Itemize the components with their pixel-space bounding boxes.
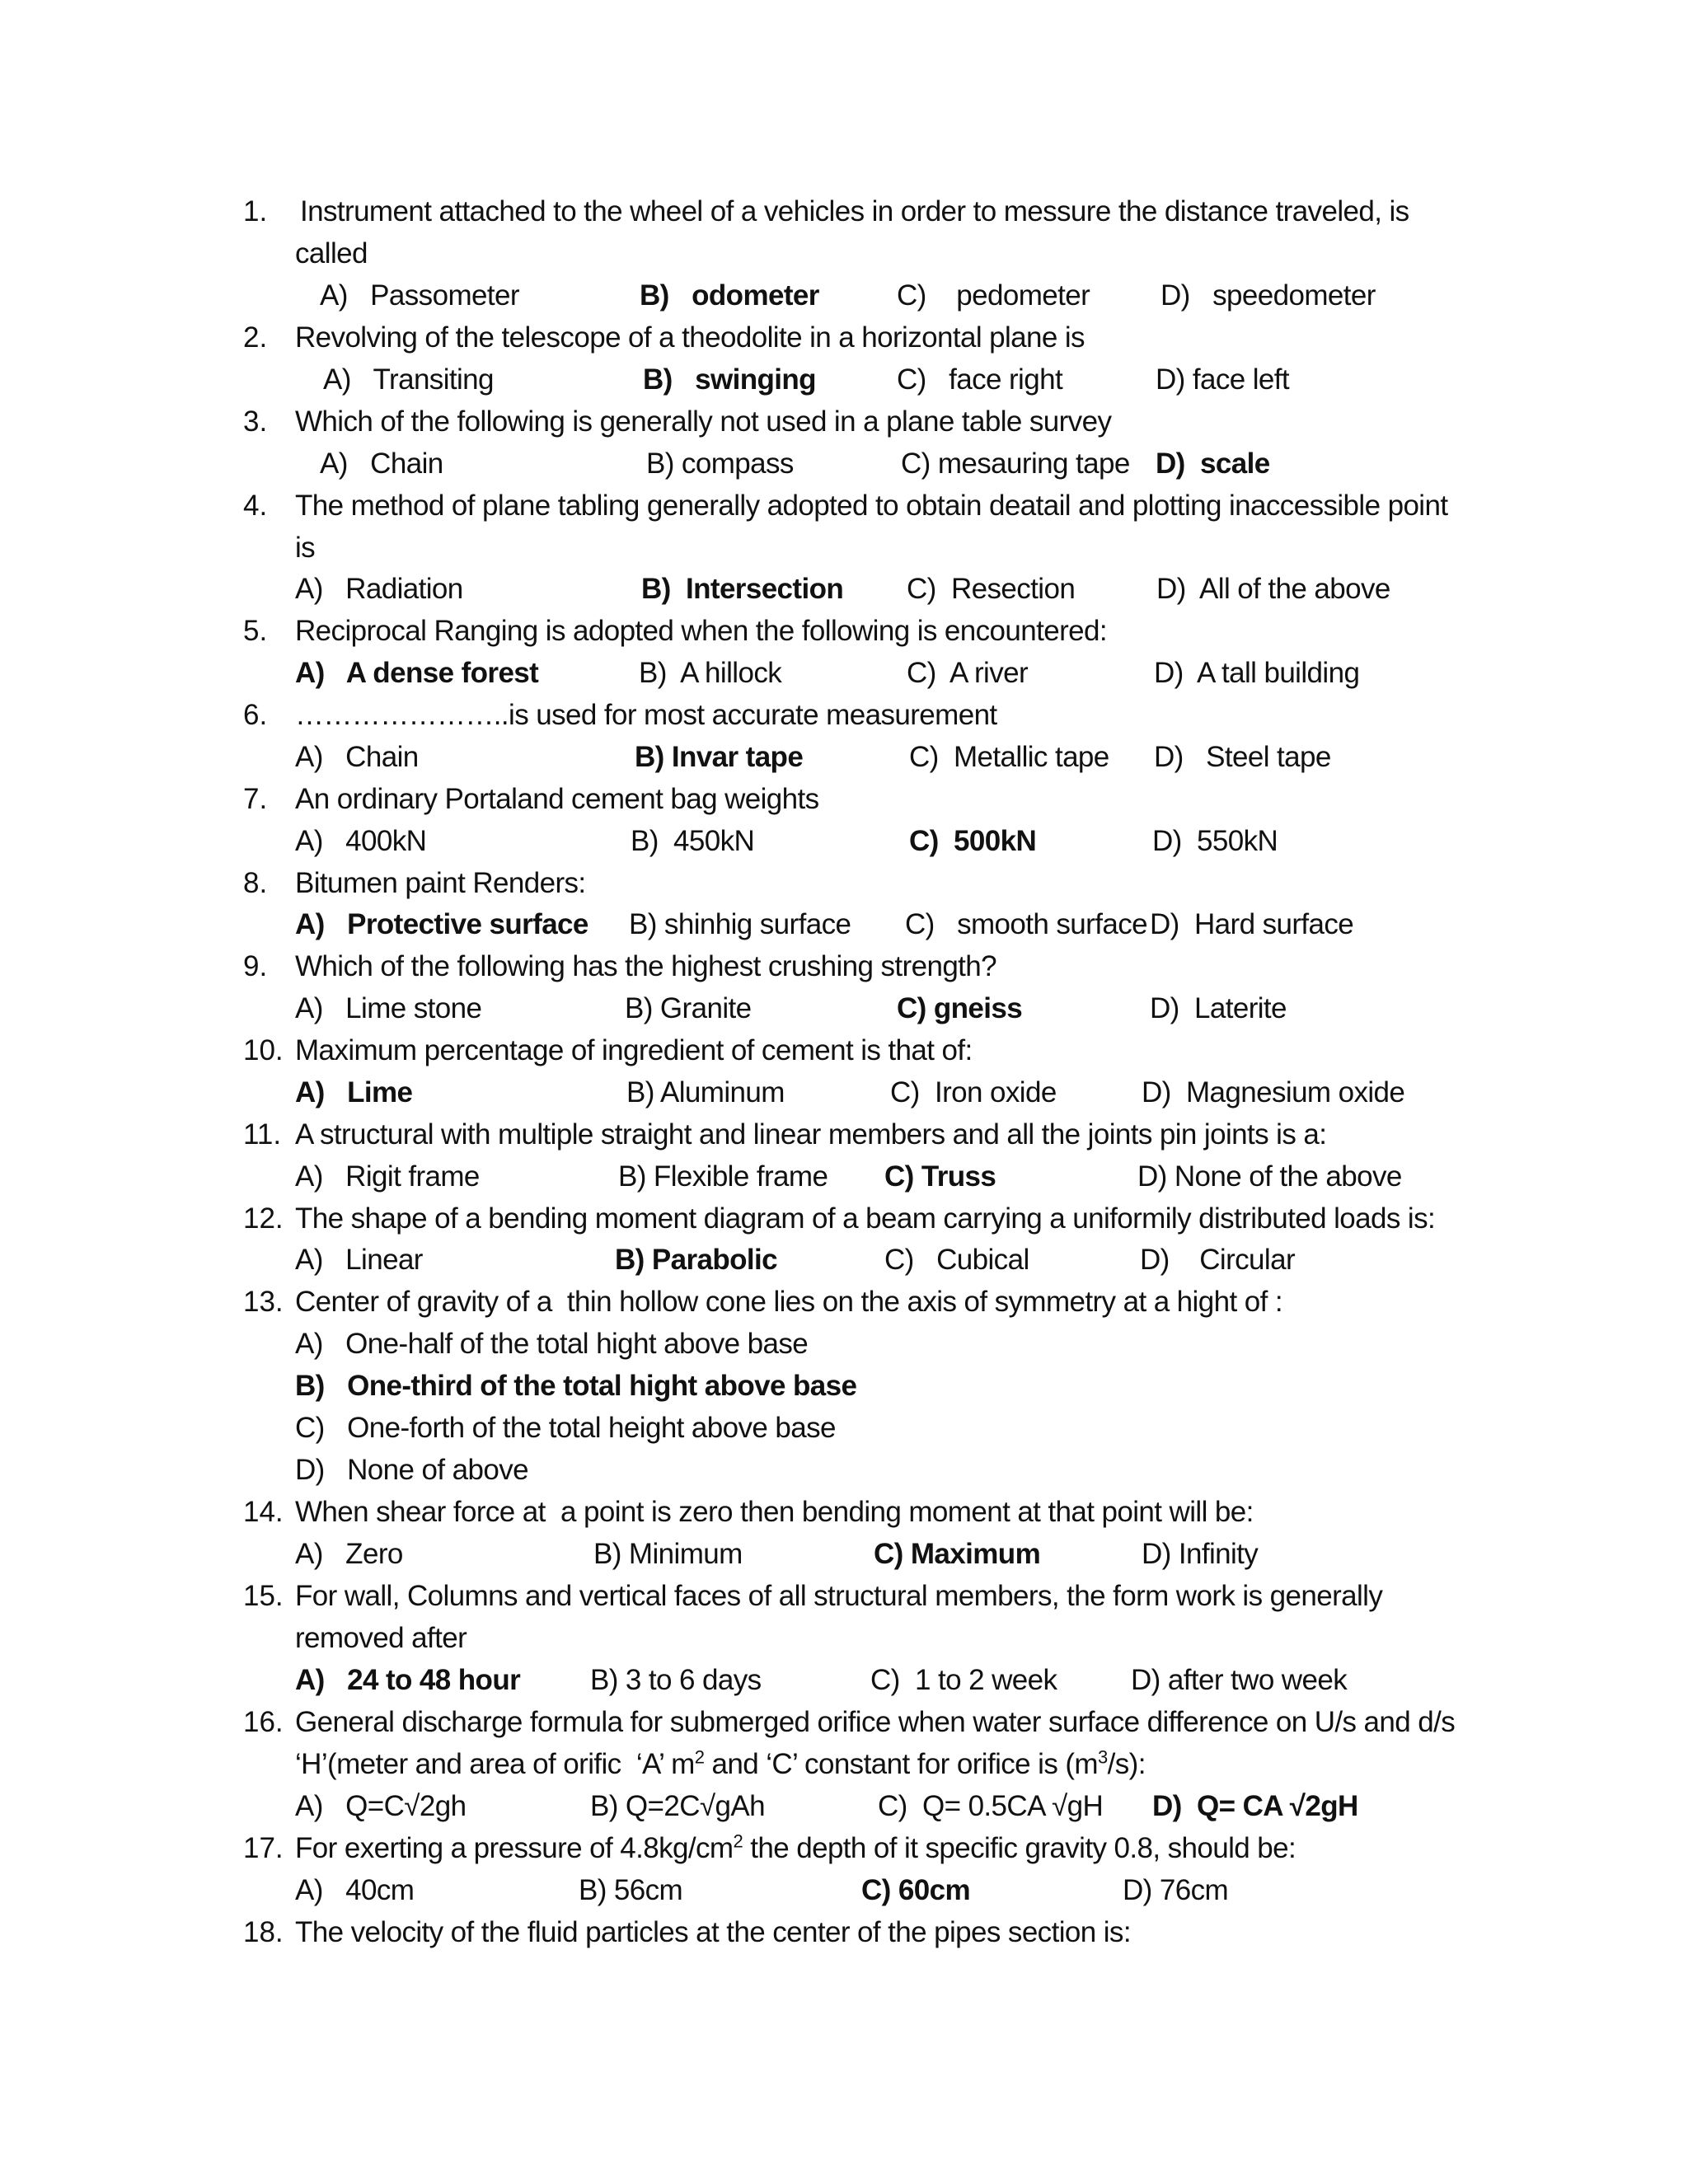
answer-option: A) Lime stone (295, 992, 482, 1024)
answer-option: B) Aluminum (626, 1076, 785, 1108)
answer-option: C) mesauring tape (901, 448, 1130, 480)
question-number: 18. (243, 1916, 284, 1948)
question-number: 8. (243, 867, 268, 899)
answer-option: C) gneiss (897, 992, 1023, 1024)
answer-option: B) Flexible frame (618, 1160, 828, 1193)
answer-option: B) Parabolic (615, 1244, 778, 1276)
answer-option: C) Maximum (874, 1538, 1041, 1570)
question-text: Reciprocal Ranging is adopted when the following is encountered: (295, 615, 1108, 647)
answer-option: A) Lime (295, 1076, 413, 1108)
answer-option: D) Steel tape (1154, 741, 1331, 773)
question-number: 15. (243, 1580, 284, 1612)
question-text: ‘H’(meter and area of orific ‘A’ $m^2$ and ‘C’ constant for orifice is $(m^3/s)$: (295, 1746, 1146, 1780)
question-text: The method of plane tabling generally adopted to obtain deatail and plotting inaccessible point (295, 490, 1448, 522)
question-text: Which of the following is generally not used in a plane table survey (295, 405, 1112, 438)
question-text: Revolving of the telescope of a theodolite in a horizontal plane is (295, 321, 1085, 354)
question-number: 9. (243, 950, 268, 982)
question-number: 12. (243, 1202, 284, 1235)
question-text: …………………..is used for most accurate measurement (295, 699, 997, 731)
answer-option: A) 400kN (295, 825, 427, 857)
answer-option: D) All of the above (1156, 573, 1390, 605)
answer-option: C) A river (907, 657, 1029, 689)
answer-option: D) Q= CA √2gH (1152, 1790, 1358, 1822)
answer-option: B) odometer (640, 279, 819, 312)
question-text: Maximum percentage of ingredient of cement is that of: (295, 1034, 973, 1066)
question-number: 11. (243, 1118, 282, 1151)
answer-option: A) Zero (295, 1538, 403, 1570)
answer-option: D) Infinity (1142, 1538, 1259, 1570)
answer-option: B) One-third of the total hight above base (295, 1370, 857, 1402)
answer-option: A) 40cm (295, 1874, 415, 1906)
question-number: 17. (243, 1832, 284, 1864)
question-text: Center of gravity of a thin hollow cone lies on the axis of symmetry at a hight of : (295, 1286, 1282, 1318)
answer-option: C) Cubical (884, 1244, 1029, 1276)
question-text: For wall, Columns and vertical faces of all structural members, the form work is generally (295, 1580, 1383, 1612)
answer-option: B) Invar tape (635, 741, 804, 773)
question-text: A structural with multiple straight and linear members and all the joints pin joints is a: (295, 1118, 1327, 1151)
answer-option: D) Magnesium oxide (1142, 1076, 1405, 1108)
answer-option: A) Rigit frame (295, 1160, 480, 1193)
question-text: called (295, 237, 368, 269)
answer-option: C) face right (897, 363, 1063, 396)
answer-option: A) Linear (295, 1244, 423, 1276)
question-text: For exerting a pressure of $4.8kg/cm^2$ the depth of it specific gravity 0.8, should be: (295, 1830, 1296, 1864)
answer-option: B) compass (646, 448, 794, 480)
question-text: Bitumen paint Renders: (295, 867, 586, 899)
answer-option: B) A hillock (639, 657, 782, 689)
answer-option: C) Iron oxide (890, 1076, 1057, 1108)
answer-option: B) Q=2C√gAh (590, 1790, 766, 1822)
question-text: General discharge formula for submerged orifice when water surface difference on U/s and d/s (295, 1706, 1456, 1738)
answer-option: D) speedometer (1160, 279, 1376, 312)
question-text: Which of the following has the highest crushing strength? (295, 950, 997, 982)
answer-option: C) Metallic tape (909, 741, 1109, 773)
question-number: 5. (243, 615, 268, 647)
answer-option: D) face left (1156, 363, 1290, 396)
answer-option: D) 76cm (1123, 1874, 1229, 1906)
answer-option: C) 1 to 2 week (870, 1664, 1057, 1696)
answer-option: A) Passometer (320, 279, 519, 312)
question-text: removed after (295, 1622, 467, 1654)
answer-option: C) Q= 0.5CA √gH (878, 1790, 1104, 1822)
answer-option: B) swinging (643, 363, 816, 396)
answer-option: B) 56cm (579, 1874, 683, 1906)
answer-option: A) Radiation (295, 573, 463, 605)
question-number: 16. (243, 1706, 284, 1738)
answer-option: B) Intersection (641, 573, 844, 605)
answer-option: B) shinhig surface (629, 908, 851, 940)
question-text: An ordinary Portaland cement bag weights (295, 783, 819, 815)
answer-option: B) 3 to 6 days (590, 1664, 762, 1696)
answer-option: A) Chain (295, 741, 419, 773)
answer-option: C) Resection (907, 573, 1076, 605)
answer-option: A) A dense forest (295, 657, 539, 689)
answer-option: C) Truss (884, 1160, 996, 1193)
question-text: When shear force at a point is zero then bending moment at that point will be: (295, 1496, 1254, 1528)
answer-option: A) Q=C√2gh (295, 1790, 467, 1822)
answer-option: C) 500kN (909, 825, 1037, 857)
answer-option: D) Hard surface (1150, 908, 1354, 940)
answer-option: A) Protective surface (295, 908, 588, 940)
answer-option: C) smooth surface (905, 908, 1147, 940)
answer-option: D) Circular (1140, 1244, 1295, 1276)
question-number: 3. (243, 405, 268, 438)
answer-option: D) Laterite (1150, 992, 1287, 1024)
question-text: The velocity of the fluid particles at the center of the pipes section is: (295, 1916, 1131, 1948)
answer-option: B) Minimum (593, 1538, 743, 1570)
answer-option: A) Chain (320, 448, 443, 480)
question-number: 14. (243, 1496, 284, 1528)
answer-option: D) 550kN (1152, 825, 1278, 857)
answer-option: A) One-half of the total hight above base (295, 1328, 809, 1360)
answer-option: D) None of the above (1137, 1160, 1402, 1193)
answer-option: D) after two week (1131, 1664, 1348, 1696)
question-number: 1. (243, 195, 268, 227)
question-text: Instrument attached to the wheel of a vehicles in order to messure the distance traveled, is (300, 195, 1409, 227)
answer-option: D) None of above (295, 1454, 528, 1486)
question-number: 2. (243, 321, 268, 354)
answer-option: D) A tall building (1154, 657, 1360, 689)
question-number: 7. (243, 783, 268, 815)
question-number: 4. (243, 490, 268, 522)
question-text: The shape of a bending moment diagram of a beam carrying a uniformily distributed loads is: (295, 1202, 1436, 1235)
answer-option: B) Granite (625, 992, 752, 1024)
question-number: 10. (243, 1034, 284, 1066)
answer-option: C) 60cm (861, 1874, 970, 1906)
question-text: is (295, 532, 316, 564)
answer-option: C) pedometer (897, 279, 1090, 312)
answer-option: A) 24 to 48 hour (295, 1664, 521, 1696)
answer-option: C) One-forth of the total height above base (295, 1412, 836, 1444)
answer-option: A) Transiting (323, 363, 494, 396)
question-number: 6. (243, 699, 268, 731)
answer-option: B) 450kN (631, 825, 755, 857)
question-number: 13. (243, 1286, 284, 1318)
answer-option: D) scale (1156, 448, 1270, 480)
